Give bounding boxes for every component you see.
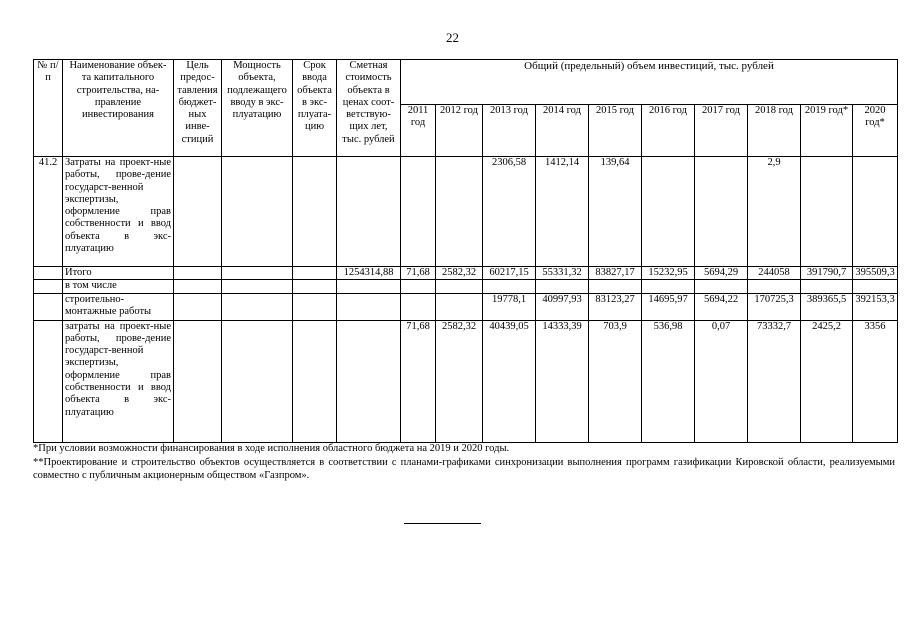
row-value bbox=[695, 280, 748, 293]
row-value: 14695,97 bbox=[642, 293, 695, 320]
header-total-investment: Общий (предельный) объем инвестиций, тыс. рублей bbox=[401, 60, 898, 105]
row-num bbox=[34, 267, 63, 280]
header-year: 2020 год* bbox=[853, 105, 898, 157]
footnote-2: **Проектирование и строительство объектов осуществляется в соответствии с планами-графиками синхронизации выполнения программ газификации Кировской области, реализуемыми совместно с публичным акционерным обществом «Газпром». bbox=[33, 457, 895, 481]
row-value bbox=[801, 280, 853, 293]
row-capacity bbox=[222, 293, 293, 320]
row-value: 2425,2 bbox=[801, 320, 853, 442]
row-capacity bbox=[222, 320, 293, 442]
row-value: 3356 bbox=[853, 320, 898, 442]
row-capacity bbox=[222, 157, 293, 267]
row-value: 5694,29 bbox=[695, 267, 748, 280]
row-value: 14333,39 bbox=[536, 320, 589, 442]
header-name: Наименование объек-та капитального строительства, на-правление инвестирования bbox=[63, 60, 174, 157]
row-value: 703,9 bbox=[589, 320, 642, 442]
header-cost: Сметная стоимость объекта в ценах соот-ветствую-щих лет, тыс. рублей bbox=[337, 60, 401, 157]
row-value bbox=[436, 157, 483, 267]
investment-table bbox=[33, 59, 898, 443]
header-year: 2018 год bbox=[748, 105, 801, 157]
row-value: 391790,7 bbox=[801, 267, 853, 280]
row-goal bbox=[174, 280, 222, 293]
row-value: 395509,3 bbox=[853, 267, 898, 280]
row-value: 139,64 bbox=[589, 157, 642, 267]
header-year: 2011 год bbox=[401, 105, 436, 157]
row-cost bbox=[337, 157, 401, 267]
footnotes bbox=[33, 442, 895, 483]
table-row bbox=[34, 280, 898, 293]
row-cost: 1254314,88 bbox=[337, 267, 401, 280]
row-cost bbox=[337, 293, 401, 320]
row-value bbox=[695, 157, 748, 267]
signature-line bbox=[404, 523, 481, 524]
row-value: 55331,32 bbox=[536, 267, 589, 280]
row-value: 170725,3 bbox=[748, 293, 801, 320]
row-goal bbox=[174, 157, 222, 267]
header-capacity: Мощность объекта, подлежащего вводу в экс-плуатацию bbox=[222, 60, 293, 157]
row-value bbox=[436, 280, 483, 293]
row-value: 2582,32 bbox=[436, 320, 483, 442]
row-value: 40439,05 bbox=[483, 320, 536, 442]
table-row bbox=[34, 293, 898, 320]
row-name: Затраты на проект-ные работы, прове-дение государст-венной экспертизы, оформление прав собственности и ввод объекта в экс-плуатацию bbox=[63, 157, 174, 267]
row-value bbox=[642, 157, 695, 267]
row-capacity bbox=[222, 267, 293, 280]
header-year: 2016 год bbox=[642, 105, 695, 157]
row-name: строительно-монтажные работы bbox=[63, 293, 174, 320]
table-row bbox=[34, 267, 898, 280]
row-num: 41.2 bbox=[34, 157, 63, 267]
row-value: 392153,3 bbox=[853, 293, 898, 320]
row-value bbox=[748, 280, 801, 293]
row-value bbox=[536, 280, 589, 293]
row-term bbox=[293, 157, 337, 267]
row-value bbox=[853, 280, 898, 293]
row-term bbox=[293, 267, 337, 280]
row-goal bbox=[174, 267, 222, 280]
row-value: 536,98 bbox=[642, 320, 695, 442]
header-year: 2012 год bbox=[436, 105, 483, 157]
footnote-1: *При условии возможности финансирования в ходе исполнения областного бюджета на 2019 и 2020 годы. bbox=[33, 443, 510, 454]
page-number: 22 bbox=[446, 30, 459, 45]
header-goal: Цель предос-тавления бюджет-ных инве-стиций bbox=[174, 60, 222, 157]
header-year: 2015 год bbox=[589, 105, 642, 157]
header-term: Срок ввода объекта в экс-плуата-цию bbox=[293, 60, 337, 157]
row-value: 389365,5 bbox=[801, 293, 853, 320]
row-capacity bbox=[222, 280, 293, 293]
row-value: 19778,1 bbox=[483, 293, 536, 320]
row-value bbox=[401, 157, 436, 267]
row-value bbox=[642, 280, 695, 293]
row-value bbox=[436, 293, 483, 320]
header-num: № п/п bbox=[34, 60, 63, 157]
header-year: 2017 год bbox=[695, 105, 748, 157]
row-value bbox=[401, 293, 436, 320]
row-num bbox=[34, 320, 63, 442]
row-value: 2306,58 bbox=[483, 157, 536, 267]
row-value bbox=[589, 280, 642, 293]
row-name: в том числе bbox=[63, 280, 174, 293]
row-value: 2582,32 bbox=[436, 267, 483, 280]
row-value: 15232,95 bbox=[642, 267, 695, 280]
row-value: 2,9 bbox=[748, 157, 801, 267]
row-cost bbox=[337, 280, 401, 293]
row-value bbox=[483, 280, 536, 293]
row-goal bbox=[174, 320, 222, 442]
row-term bbox=[293, 320, 337, 442]
row-value: 71,68 bbox=[401, 267, 436, 280]
row-value bbox=[401, 280, 436, 293]
row-value: 73332,7 bbox=[748, 320, 801, 442]
row-value: 244058 bbox=[748, 267, 801, 280]
row-term bbox=[293, 293, 337, 320]
header-year: 2013 год bbox=[483, 105, 536, 157]
row-value: 83827,17 bbox=[589, 267, 642, 280]
row-name: затраты на проект-ные работы, прове-дение государст-венной экспертизы, оформление прав собственности и ввод объекта в экс-плуатацию bbox=[63, 320, 174, 442]
header-row-1 bbox=[34, 60, 898, 105]
row-name: Итого bbox=[63, 267, 174, 280]
row-value: 71,68 bbox=[401, 320, 436, 442]
row-term bbox=[293, 280, 337, 293]
header-year: 2014 год bbox=[536, 105, 589, 157]
table-row bbox=[34, 320, 898, 442]
row-value: 5694,22 bbox=[695, 293, 748, 320]
row-value: 1412,14 bbox=[536, 157, 589, 267]
row-goal bbox=[174, 293, 222, 320]
row-num bbox=[34, 280, 63, 293]
header-year: 2019 год* bbox=[801, 105, 853, 157]
row-value bbox=[801, 157, 853, 267]
row-value: 0,07 bbox=[695, 320, 748, 442]
table-row bbox=[34, 157, 898, 267]
row-cost bbox=[337, 320, 401, 442]
row-value: 83123,27 bbox=[589, 293, 642, 320]
row-value bbox=[853, 157, 898, 267]
row-num bbox=[34, 293, 63, 320]
row-value: 40997,93 bbox=[536, 293, 589, 320]
row-value: 60217,15 bbox=[483, 267, 536, 280]
